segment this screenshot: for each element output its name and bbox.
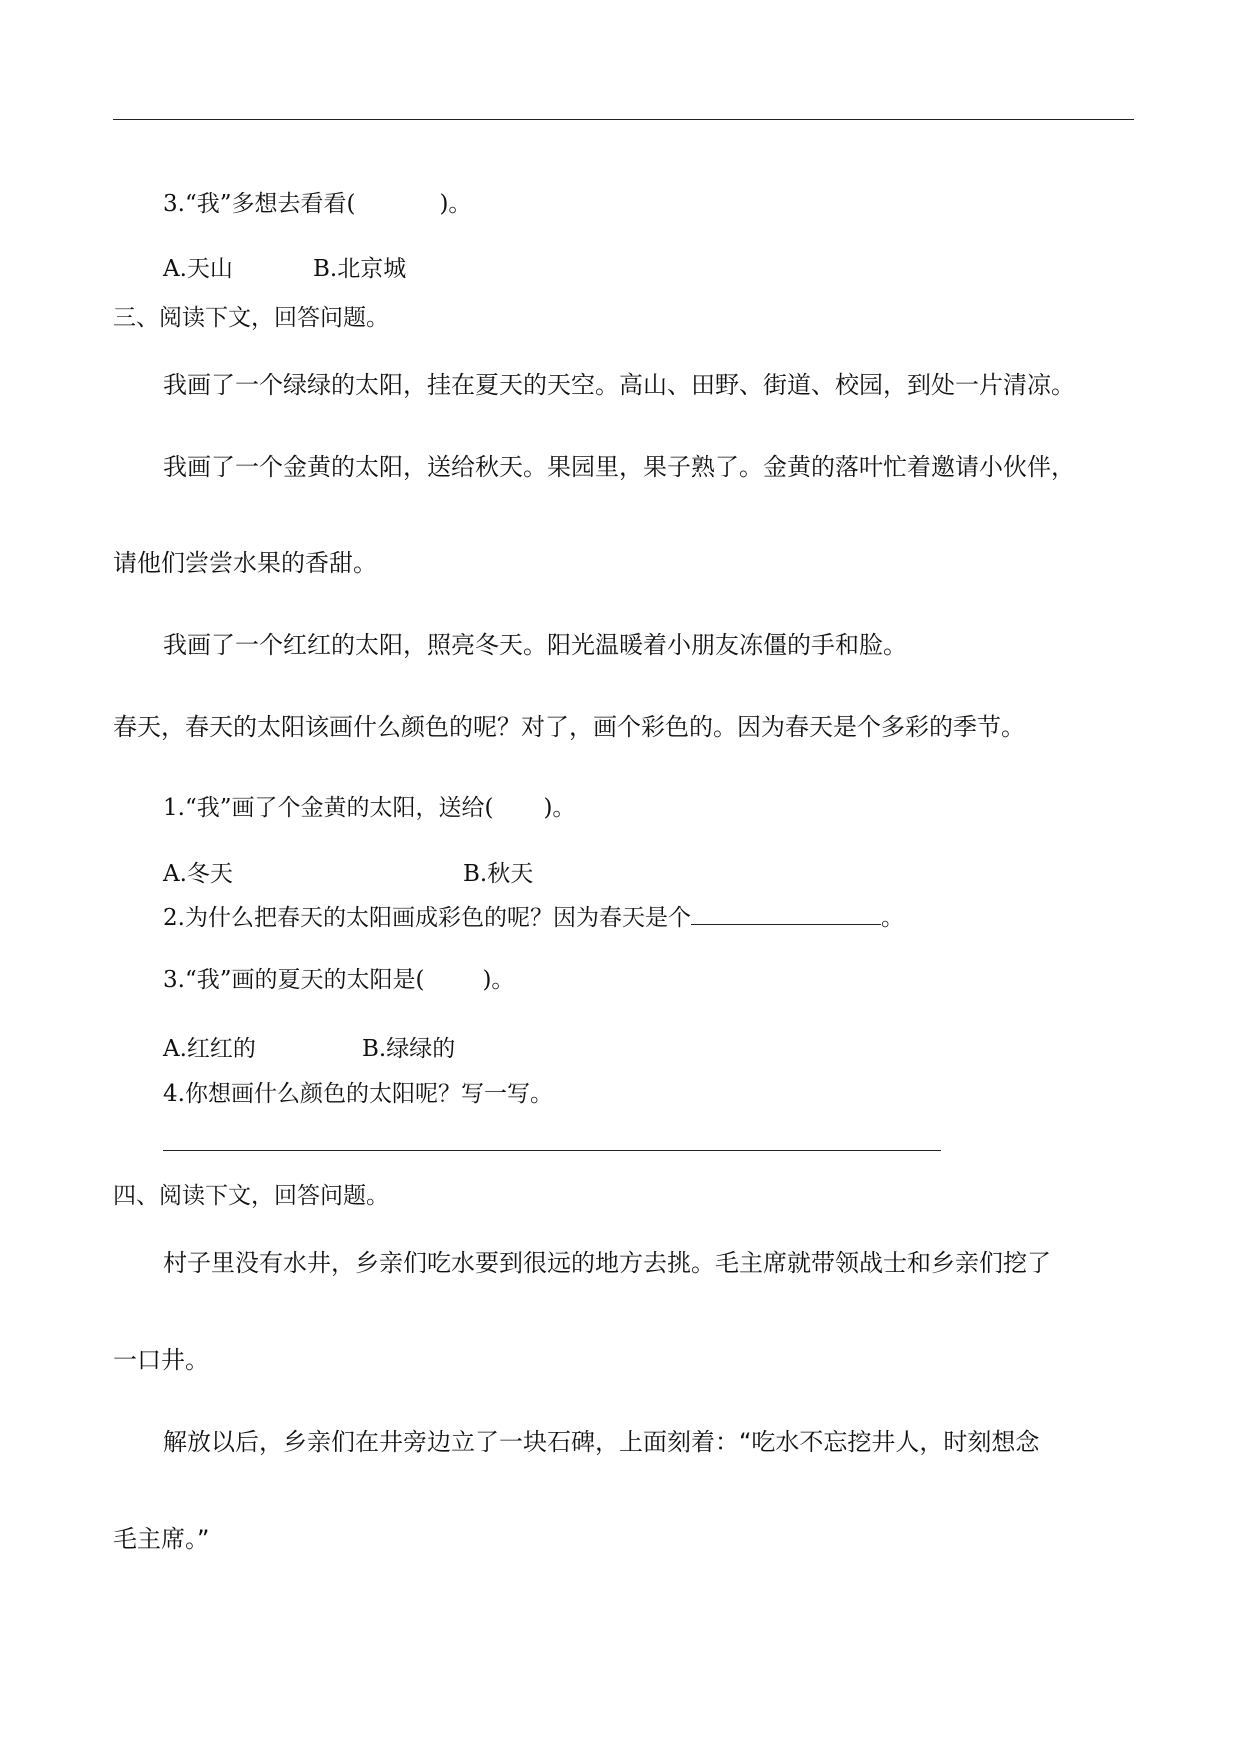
section-4-paragraph-1-line-2: 一口井。	[113, 1346, 209, 1374]
section-3-question-1-option-b: B.秋天	[463, 861, 534, 887]
prev-question-3-option-b	[313, 250, 406, 283]
section-3-question-4: 4.你想画什么颜色的太阳呢？写一写。	[163, 1081, 553, 1107]
section-3-question-1	[163, 789, 575, 822]
question-3-text: 3.“我”画的夏天的太阳是(	[163, 967, 425, 993]
prev-question-3	[163, 185, 471, 218]
question-2-text: 2.为什么把春天的太阳画成彩色的呢？因为春天是个	[163, 905, 691, 931]
section-3-paragraph-2-line-2: 请他们尝尝水果的香甜。	[113, 549, 377, 577]
question-1-close: )。	[543, 795, 576, 821]
section-3-paragraph-4: 春天，春天的太阳该画什么颜色的呢？对了，画个彩色的。因为春天是个多彩的季节。	[113, 713, 1025, 741]
section-4-paragraph-2-line-1: 解放以后，乡亲们在井旁边立了一块石碑，上面刻着：“吃水不忘挖井人，时刻想念	[163, 1428, 1040, 1456]
question-2-end: 。	[880, 905, 904, 931]
section-3-heading: 三、阅读下文，回答问题。	[113, 305, 389, 331]
section-3-question-1-option-a: A.冬天	[163, 861, 233, 887]
section-3-question-3-option-b: B.绿绿的	[362, 1036, 456, 1062]
question-3-close: )。	[482, 967, 515, 993]
prev-question-3-close: )。	[439, 191, 472, 217]
section-3-question-3-option-a: A.红红的	[163, 1036, 256, 1062]
question-2-answer-blank[interactable]	[691, 902, 881, 925]
option-b-label: B.北京城	[313, 256, 407, 282]
section-3-question-3	[163, 961, 514, 994]
section-3-paragraph-1: 我画了一个绿绿的太阳，挂在夏天的天空。高山、田野、街道、校园，到处一片清凉。	[163, 371, 1075, 399]
section-4-paragraph-2-line-2: 毛主席。”	[113, 1525, 210, 1553]
section-4-paragraph-1-line-1: 村子里没有水井，乡亲们吃水要到很远的地方去挑。毛主席就带领战士和乡亲们挖了	[163, 1249, 1051, 1277]
section-3-paragraph-3: 我画了一个红红的太阳，照亮冬天。阳光温暖着小朋友冻僵的手和脸。	[163, 631, 907, 659]
section-4-heading: 四、阅读下文，回答问题。	[113, 1183, 389, 1209]
header-rule	[113, 119, 1134, 120]
question-1-text: 1.“我”画了个金黄的太阳，送给(	[163, 795, 494, 821]
section-3-question-2	[163, 899, 904, 932]
section-3-paragraph-2-line-1: 我画了一个金黄的太阳，送给秋天。果园里，果子熟了。金黄的落叶忙着邀请小伙伴，	[163, 453, 1075, 481]
question-4-answer-line[interactable]	[163, 1150, 941, 1151]
prev-question-3-option-a	[163, 250, 233, 283]
option-a-label: A.天山	[163, 256, 233, 282]
prev-question-3-text: 3.“我”多想去看看(	[163, 191, 356, 217]
